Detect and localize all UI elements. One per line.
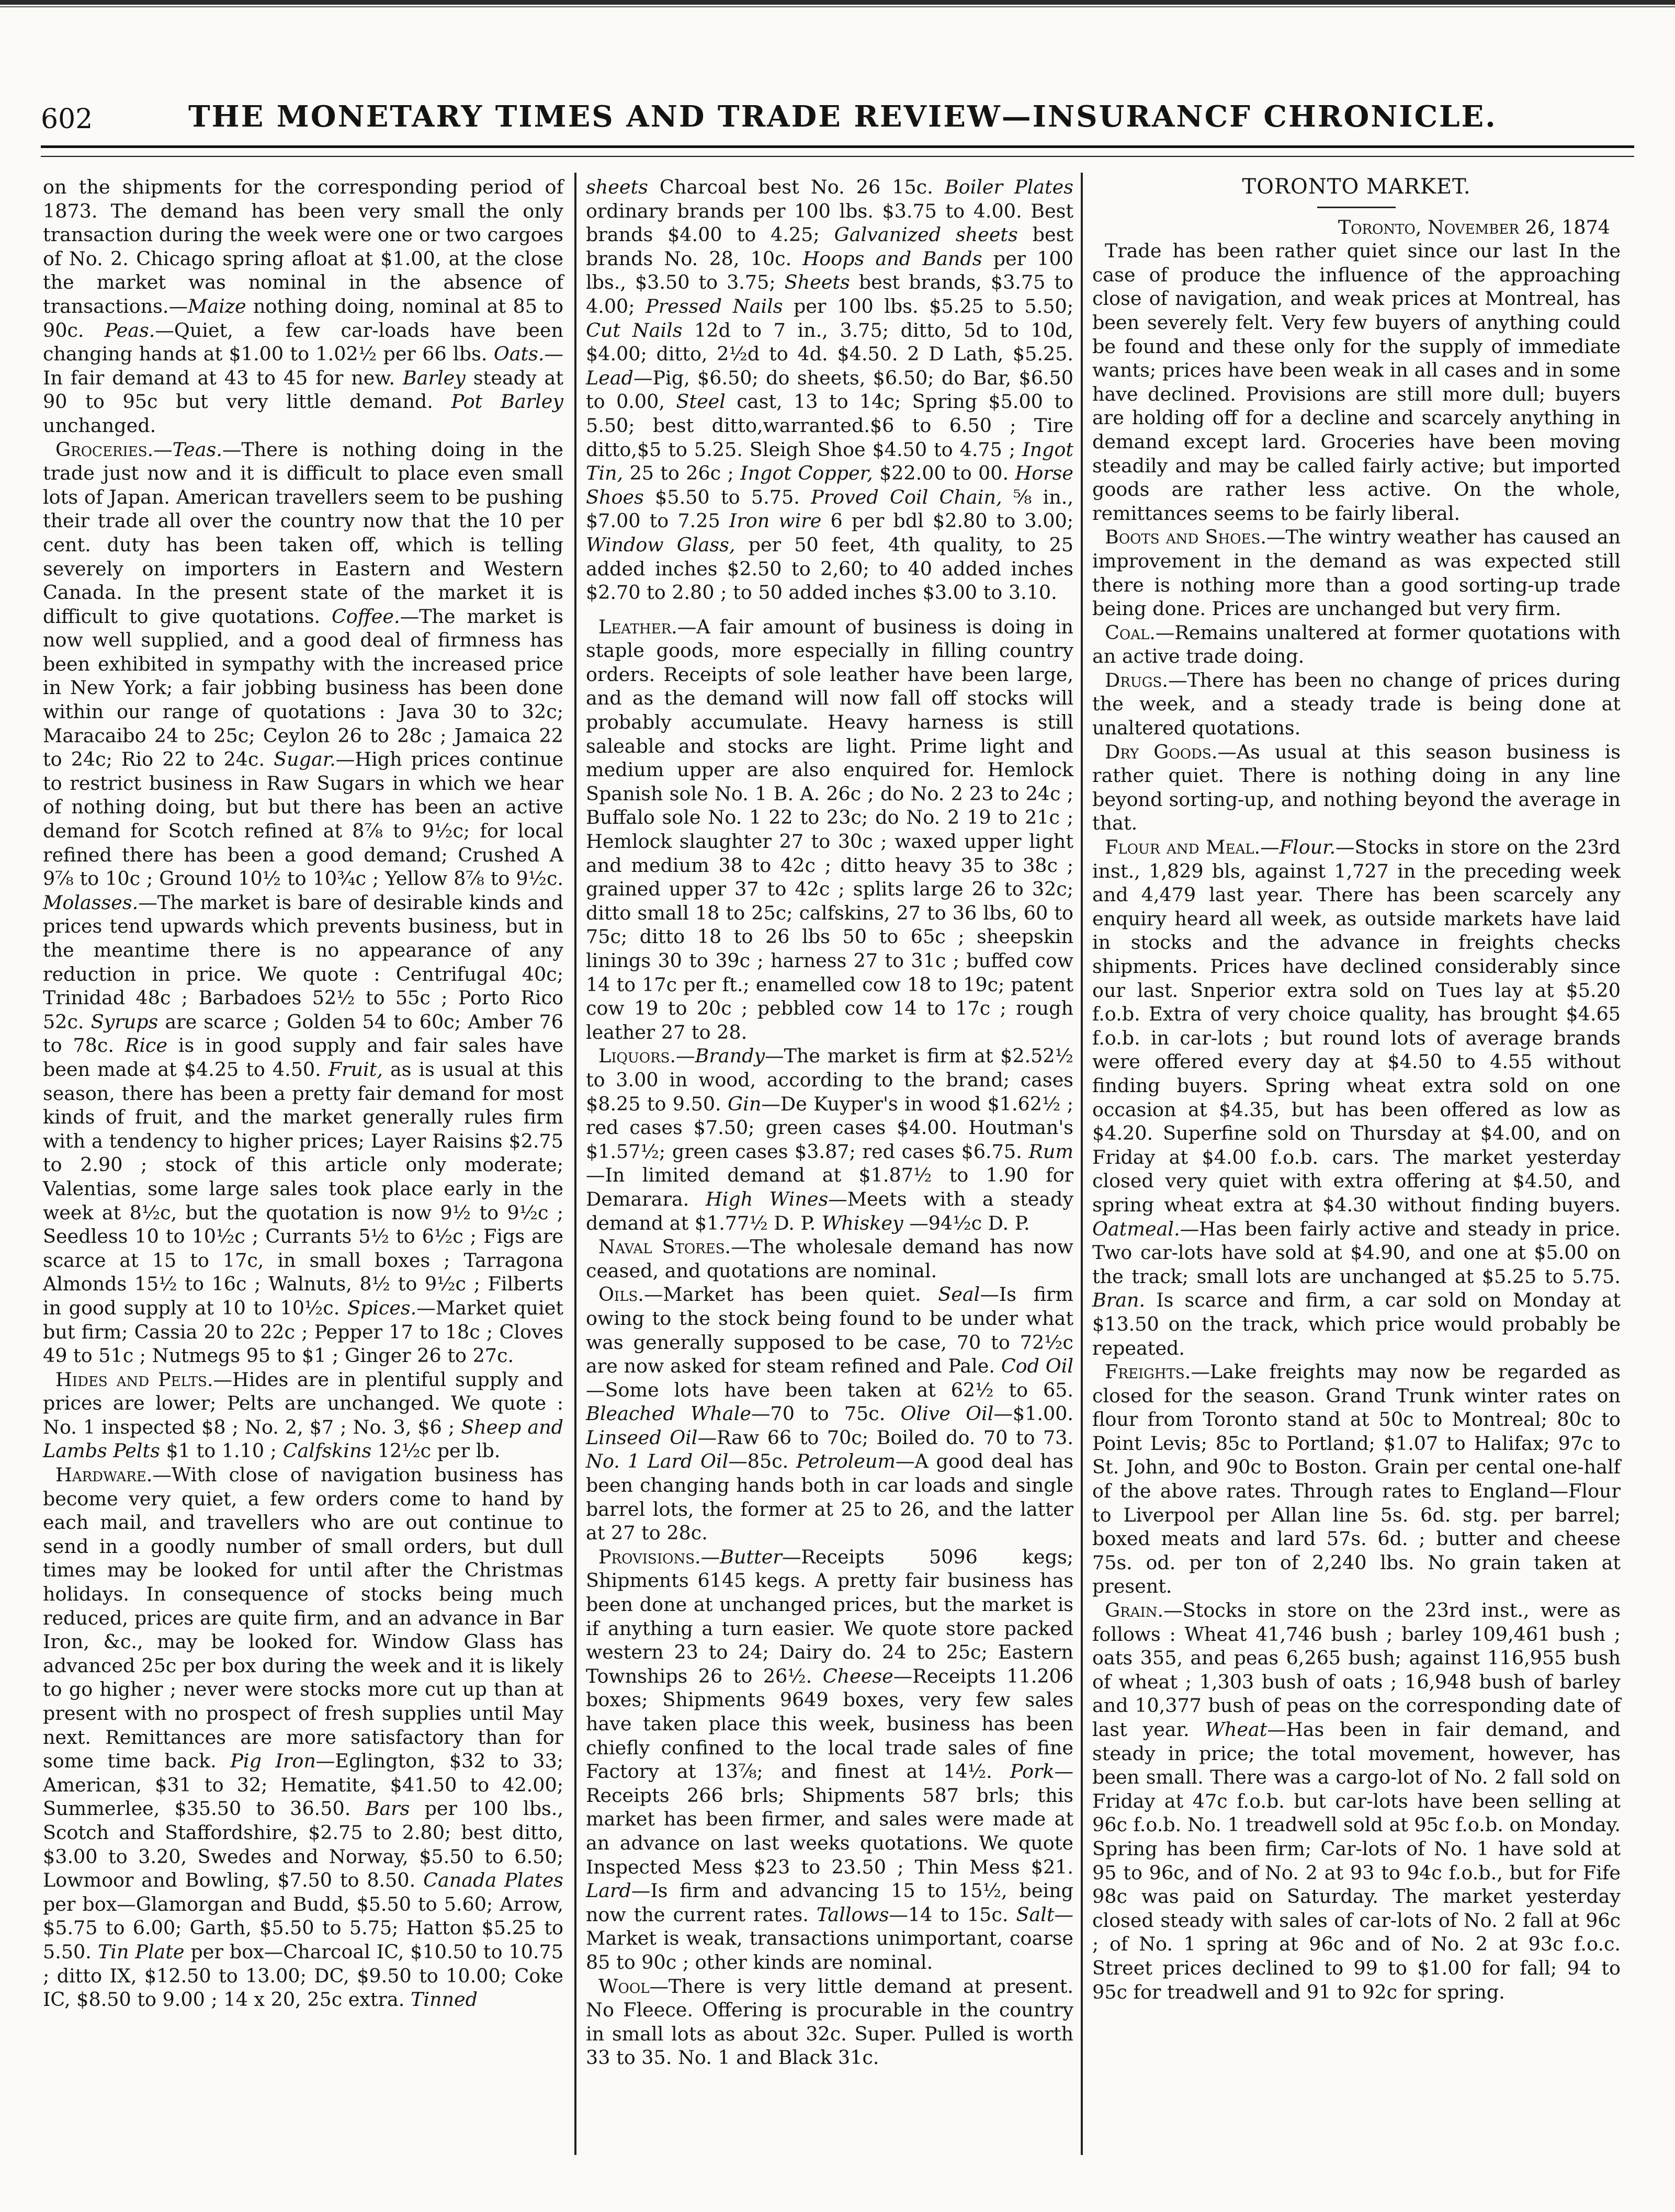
section-head-flour: Flour and Meal. [1105,836,1261,859]
section-head-naval: Naval Stores. [598,1235,731,1258]
column-divider-2 [1081,173,1083,2155]
column-3 [1092,175,1621,2004]
paragraph-boots: Boots and Shoes.—The wintry weather has caused an improvement in the demand as was expected still there is nothing more than a good sorting-up trade being done. Prices are unchanged but very firm. [1092,526,1621,620]
section-head-dry-goods: Dry Goods. [1105,740,1218,763]
paragraph-naval: Naval Stores.—The wholesale demand has now ceased, and quotations are nominal. [586,1235,1073,1282]
paragraph-groceries: Groceries.—Teas.—There is nothing doing in the trade just now and it is difficult to place even small lots of Japan. American travellers seem to be pushing their trade all over the country now that the 10 per cent. duty has been taken off, which is telling severely on importers in Eastern and Western Canada. In the present state of the market it is difficult to give quotations. Coffee.—The market is now well supplied, and a good deal of firmness has been exhibited in sympathy with the increased price in New York; a fair jobbing business has been done within our range of quotations : Java 30 to 32c; Maracaibo 24 to 25c; Ceylon 26 to 28c ; Jamaica 22 to 24c; Rio 22 to 24c. Sugar.—High prices continue to restrict business in Raw Sugars in which we hear of nothing doing, but but there has been an active demand for Scotch refined at 8⅞ to 9½c; for local refined there has been a good demand; Crushed A 9⅞ to 10c ; Ground 10½ to 10¾c ; Yellow 8⅞ to 9½c. Molasses.—The market is bare of desirable kinds and prices tend upwards which prevents business, but in the meantime there is no appearance of any reduction in price. We quote : Centrifugal 40c; Trinidad 48c ; Barbadoes 52½ to 55c ; Porto Rico 52c. Syrups are scarce ; Golden 54 to 60c; Amber 76 to 78c. Rice is in good supply and fair sales have been made at $4.25 to 4.50. Fruit, as is usual at this season, there has been a pretty fair demand for most kinds of fruit, and the market generally rules firm with a tendency to higher prices; Layer Raisins $2.75 to 2.90 ; stock of this article only moderate; Valentias, some large sales took place early in the week at 8½c, but the quotation is now 9½ to 9½c ; Seedless 10 to 10½c ; Currants 5½ to 6½c ; Figs are scarce at 15 to 17c, in small boxes ; Tarragona Almonds 15½ to 16c ; Walnuts, 8½ to 9½c ; Filberts in good supply at 10 to 10½c. Spices.—Market quiet but firm; Cassia 20 to 22c ; Pepper 17 to 18c ; Cloves 49 to 51c ; Nutmegs 95 to $1 ; Ginger 26 to 27c. [43,438,564,1367]
title-rule [1317,207,1396,208]
dateline: Toronto, November 26, 1874 [1338,215,1610,239]
paragraph-flour: Flour and Meal.—Flour.—Stocks in store on the 23rd inst., 1,829 bls, against 1,727 in the preceding week and 4,479 last year. There has been scarcely any enquiry heard all week, as outside markets have laid in stocks and the advance in freights checks shipments. Prices have declined considerably since our last. Snperior extra sold on Tues lay at $5.20 f.o.b. Extra of very choice quality, has brought $4.65 f.o.b. in car-lots ; but round lots of average brands were offered every day at $4.50 to 4.55 without finding buyers. Spring wheat extra sold on one occasion at $4.35, but has been offered as low as $4.20. Superfine sold on Thursday at $4.00, and on Friday at $4.00 f.o.b. cars. The market yesterday closed very quiet with extra offering at $4.50, and spring wheat extra at $4.30 without finding buyers. Oatmeal.—Has been fairly active and steady in price. Two car-lots have sold at $4.90, and one at $5.00 on the track; small lots are unchanged at $5.25 to 5.75. Bran. Is scarce and firm, a car sold on Monday at $13.50 on the track, which price would probably be repeated. [1092,836,1621,1359]
page-number: 602 [41,104,93,135]
section-head-leather: Leather. [598,615,677,638]
header-rule-thick [41,145,1634,148]
section-head-oils: Oils. [598,1283,644,1306]
section-head-coal: Coal. [1105,621,1156,644]
top-border-thin [0,6,1675,7]
paragraph-provisions: Provisions.—Butter—Receipts 5096 kegs; Shipments 6145 kegs. A pretty fair business has been done at unchanged prices, but the market is if anything a turn easier. We quote store packed western 23 to 24; Dairy do. 24 to 25c; Eastern Townships 26 to 26½. Cheese—Receipts 11.206 boxes; Shipments 9649 boxes, very few sales have taken place this week, business has been chiefly confined to the local trade sales of fine Factory at 13⅞; and finest at 14½. Pork—Receipts 266 brls; Shipments 587 brls; this market has been firmer, and sales were made at an advance on last weeks quotations. We quote Inspected Mess $23 to 23.50 ; Thin Mess $21. Lard—Is firm and advancing 15 to 15½, being now the current rates. Tallows—14 to 15c. Salt—Market is weak, transactions unimportant, coarse 85 to 90c ; other kinds are nominal. [586,1545,1074,1973]
paragraph-hardware-cont: sheets Charcoal best No. 26 15c. Boiler Plates ordinary brands per 100 lbs. $3.75 to 4.00. Best brands $4.00 to 4.25; Galvanized sheets best brands No. 28, 10c. Hoops and Bands per 100 lbs., $3.50 to 3.75; Sheets best brands, $3.75 to 4.00; Pressed Nails per 100 lbs. $5.25 to 5.50; Cut Nails 12d to 7 in., 3.75; ditto, 5d to 10d, $4.00; ditto, 2½d to 4d. $4.50. 2 D Lath, $5.25. Lead—Pig, $6.50; do sheets, $6.50; do Bar, $6.50 to 0.00, Steel cast, 13 to 14c; Spring $5.00 to 5.50; best ditto,warranted.$6 to 6.50 ; Tire ditto,$5 to 5.25. Sleigh Shoe $4.50 to 4.75 ; Ingot Tin, 25 to 26c ; Ingot Copper, $22.00 to 00. Horse Shoes $5.50 to 5.75. Proved Coil Chain, ⅝ in., $7.00 to 7.25 Iron wire 6 per bdl $2.80 to 3.00; Window Glass, per 50 feet, 4th quality, to 25 added inches $2.50 to 2,60; to 40 added inches $2.70 to 2.80 ; to 50 added inches $3.00 to 3.10. [586,176,1074,604]
section-head-groceries: Groceries. [55,438,154,461]
paragraph-leather: Leather.—A fair amount of business is doing in staple goods, more especially in filling country orders. Receipts of sole leather have been large, and as the demand will now fall off stocks will probably accumulate. Heavy harness is still saleable and stocks are light. Prime light and medium upper are also enquired for. Hemlock Spanish sole No. 1 B. A. 26c ; do No. 2 23 to 24c ; Buffalo sole No. 1 22 to 23c; do No. 2 19 to 21c ; Hemlock slaughter 27 to 30c ; waxed upper light and medium 38 to 42c ; ditto heavy 35 to 38c ; grained upper 37 to 42c ; splits large 26 to 32c; ditto small 18 to 25c; calfskins, 27 to 36 lbs, 60 to 75c; ditto 18 to 26 lbs 50 to 65c ; sheepskin linings 30 to 39c ; harness 27 to 31c ; buffed cow 14 to 17c per ft.; enamelled cow 18 to 19c; patent cow 19 to 20c ; pebbled cow 14 to 17c ; rough leather 27 to 28. [586,615,1073,1043]
header-rule-thin [41,156,1634,157]
paragraph-grain: Grain.—Stocks in store on the 23rd inst., were as follows : Wheat 41,746 bush ; barley 109,461 bush ; oats 355, and peas 6,265 bush; against 116,955 bush of wheat ; 1,303 bush of oats ; 16,948 bush of barley and 10,377 bush of peas on the corresponding date of last year. Wheat—Has been in fair demand, and steady in price; the total movement, however, has been small. There was a cargo-lot of No. 2 fall sold on Friday at 47c f.o.b. but car-lots have been selling at 96c f.o.b. No. 1 treadwell sold at 95c f.o.b. on Monday. Spring has been firm; Car-lots of No. 1 have sold at 95 to 96c, and of No. 2 at 93 to 94c f.o.b., but for Fife 98c was paid on Saturday. The market yesterday closed steady with sales of car-lots of No. 2 fall at 96c ; of No. 1 spring at 96c and of No. 2 at 93c f.o.c. Street prices declined to 99 to $1.00 for fall; 94 to 95c for treadwell and 91 to 92c for spring. [1092,1599,1621,2003]
page-title: THE MONETARY TIMES AND TRADE REVIEW—INSURANCF CHRONICLE. [188,99,1497,134]
column-2 [586,175,1073,2070]
section-head-liquors: Liquors. [598,1045,676,1068]
paragraph-freights: Freights.—Lake freights may now be regarded as closed for the season. Grand Trunk winter rates on flour from Toronto stand at 50c to Montreal; 80c to Point Levis; 85c to Portland; $1.07 to Halifax; 97c to St. John, and 90c to Boston. Grain per cental one-half of the above rates. Through rates to England—Flour to Liverpool per Allan line 5s. 6d. stg. per barrel; boxed meats and lard 57s. 6d. ; butter and cheese 75s. od. per ton of 2,240 lbs. No grain taken at present. [1092,1360,1621,1598]
paragraph-coal: Coal.—Remains unaltered at former quotations with an active trade doing. [1092,621,1621,668]
paragraph-hardware: Hardware.—With close of navigation business has become very quiet, a few orders come to hand by each mail, and travellers who are out continue to send in a goodly number of small orders, but dull times may be looked for until after the Christmas holidays. In consequence of stocks being much reduced, prices are quite firm, and an advance in Bar Iron, &c., may be looked for. Window Glass has advanced 25c per box during the week and it is likely to go higher ; never were stocks more cut up than at present with no prospect of fresh supplies until May next. Remittances are more satisfactory than for some time back. Pig Iron—Eglington, $32 to 33; American, $31 to 32; Hematite, $41.50 to 42.00; Summerlee, $35.50 to 36.50. Bars per 100 lbs., Scotch and Staffordshire, $2.75 to 2.80; best ditto, $3.00 to 3.20, Swedes and Norway, $5.50 to 6.50; Lowmoor and Bowling, $7.50 to 8.50. Canada Plates per box—Glamorgan and Budd, $5.50 to 5.60; Arrow, $5.75 to 6.00; Garth, $5.50 to 5.75; Hatton $5.25 to 5.50. Tin Plate per box—Charcoal IC, $10.50 to 10.75 ; ditto IX, $12.50 to 13.00; DC, $9.50 to 10.00; Coke IC, $8.50 to 9.00 ; 14 x 20, 25c extra. Tinned [43,1464,563,2011]
paragraph-wool: Wool—There is very little demand at present. No Fleece. Offering is procurable in the country in small lots as about 32c. Super. Pulled is worth 33 to 35. No. 1 and Black 31c. [586,1975,1073,2069]
section-head-boots: Boots and Shoes. [1105,526,1266,549]
section-title-toronto-market: TORONTO MARKET. [1242,175,1471,199]
section-head-hides: Hides and Pelts. [55,1368,213,1391]
column-divider-1 [574,173,576,2155]
section-head-freights: Freights. [1105,1360,1191,1383]
paragraph-oils: Oils.—Market has been quiet. Seal—Is firm owing to the stock being found to be under what was generally supposed to be case, 70 to 72½c are now asked for steam refined and Pale. Cod Oil—Some lots have been taken at 62½ to 65. Bleached Whale—70 to 75c. Olive Oil—$1.00. Linseed Oil—Raw 66 to 70c; Boiled do. 70 to 73. No. 1 Lard Oil—85c. Petroleum—A good deal has been changing hands both in car loads and single barrel lots, the former at 25 to 26, and the latter at 27 to 28c. [586,1283,1074,1545]
section-head-hardware: Hardware. [55,1464,153,1487]
section-head-provisions: Provisions. [598,1545,701,1568]
top-border [0,0,1675,5]
paragraph-liquors: Liquors.—Brandy—The market is firm at $2.52½ to 3.00 in wood, according to the brand; cases $8.25 to 9.50. Gin—De Kuyper's in wood $1.62½ ; red cases $7.50; green cases $4.00. Houtman's $1.57½; green cases $3.87; red cases $6.75. Rum—In limited demand at $1.87½ to 1.90 for Demarara. High Wines—Meets with a steady demand at $1.77½ D. P. Whiskey —94½c D. P. [586,1045,1073,1234]
column-1 [43,175,563,2012]
section-head-drugs: Drugs. [1105,668,1168,691]
paragraph-grain-cont: on the shipments for the corresponding period of 1873. The demand has been very small the only transaction during the week were one or two cargoes of No. 2. Chicago spring afloat at $1.00, at the close the market was nominal in the absence of transactions.—Maize nothing doing, nominal at 85 to 90c. Peas.—Quiet, a few car-loads have been changing hands at $1.00 to 1.02½ per 66 lbs. Oats.—In fair demand at 43 to 45 for new. Barley steady at 90 to 95c but very little demand. Pot Barley unchanged. [43,176,564,437]
paragraph-dry-goods: Dry Goods.—As usual at this season business is rather quiet. There is nothing doing in any line beyond sorting-up, and nothing beyond the average in that. [1092,740,1621,835]
section-head-wool: Wool [598,1975,650,1998]
paragraph-hides: Hides and Pelts.—Hides are in plentiful supply and prices are lower; Pelts are unchanged. We quote : No. 1 inspected $8 ; No. 2, $7 ; No. 3, $6 ; Sheep and Lambs Pelts $1 to 1.10 ; Calfskins 12½c per lb. [43,1368,563,1462]
paragraph-drugs: Drugs.—There has been no change of prices during the week, and a steady trade is being done at unaltered quotations. [1092,668,1621,740]
section-head-grain: Grain. [1105,1599,1164,1622]
paragraph-intro: Trade has been rather quiet since our last In the case of produce the influence of the approaching close of navigation, and weak prices at Montreal, has been severely felt. Very few buyers of anything could be found and these only for the supply of immediate wants; prices have been weak in all cases and in some have declined. Provisions are still more dull; buyers are holding off for a decline and scarcely anything in demand except lard. Groceries have been moving steadily and may be called fairly active; but imported goods are rather less active. On the whole, remittances seems to be fairly liberal. [1092,240,1621,525]
